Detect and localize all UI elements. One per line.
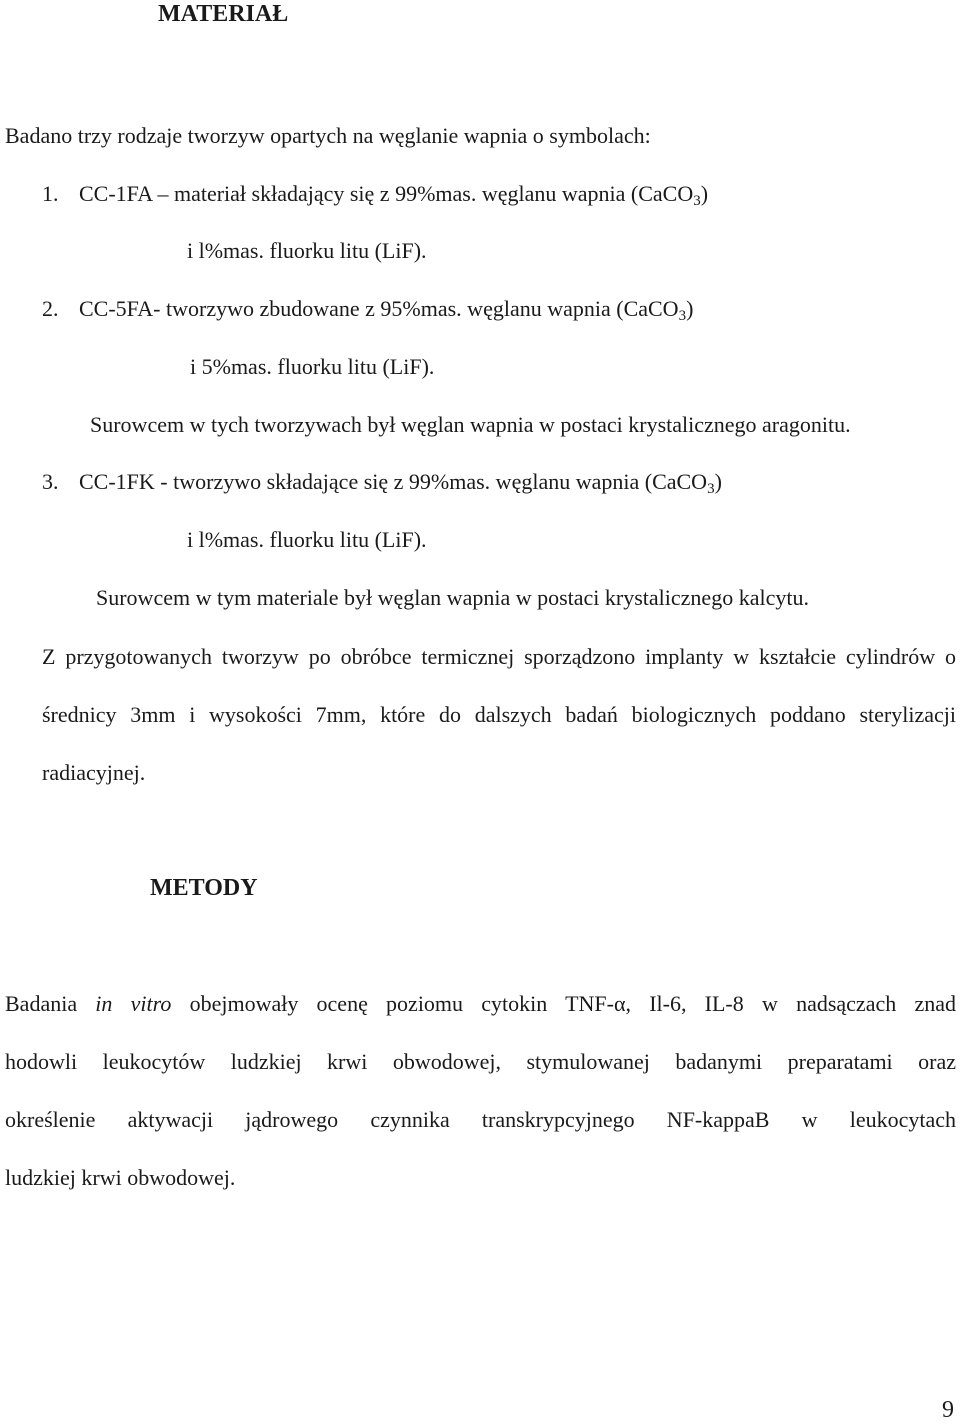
implants-paragraph-line-3: radiacyjnej. bbox=[42, 760, 146, 785]
list-item-number: 1. bbox=[42, 181, 59, 206]
implants-paragraph-line-1: Z przygotowanych tworzyw po obróbce termicznej sporządzono implanty w kształcie cylindrów o bbox=[42, 644, 956, 669]
list-item-text: CC-1FA – materiał składający się z 99%mas. węglanu wapnia (CaCO bbox=[79, 181, 694, 206]
list-item-3-continuation: i l%mas. fluorku litu (LiF). bbox=[187, 527, 427, 552]
list-item-number: 3. bbox=[42, 469, 59, 494]
note-calcite: Surowcem w tym materiale był węglan wapnia w postaci krystalicznego kalcytu. bbox=[96, 585, 809, 610]
methods-text: Badania bbox=[5, 991, 96, 1016]
section-heading-material: MATERIAŁ bbox=[158, 1, 289, 27]
implants-paragraph-line-2: średnicy 3mm i wysokości 7mm, które do dalszych badań biologicznych poddano sterylizacji bbox=[42, 702, 956, 727]
list-item-2-continuation: i 5%mas. fluorku litu (LiF). bbox=[190, 354, 435, 379]
methods-italic-text: in vitro bbox=[95, 991, 172, 1016]
list-item-text: CC-1FK - tworzywo składające się z 99%mas. węglanu wapnia (CaCO bbox=[79, 469, 708, 494]
page-number: 9 bbox=[942, 1397, 954, 1423]
subscript: 3 bbox=[707, 481, 715, 497]
list-item-3 bbox=[42, 468, 722, 499]
list-item-text-end: ) bbox=[714, 469, 722, 494]
section-heading-methods: METODY bbox=[150, 875, 258, 901]
list-item-1-continuation: i l%mas. fluorku litu (LiF). bbox=[187, 238, 427, 263]
methods-paragraph-line-2: hodowli leukocytów ludzkiej krwi obwodowej, stymulowanej badanymi preparatami oraz bbox=[5, 1049, 956, 1074]
subscript: 3 bbox=[678, 308, 687, 324]
list-item-text-end: ) bbox=[686, 296, 694, 321]
list-item-text: CC-5FA- tworzywo zbudowane z 95%mas. węglanu wapnia (CaCO bbox=[79, 296, 679, 321]
subscript: 3 bbox=[693, 193, 701, 209]
list-item-number: 2. bbox=[42, 296, 59, 321]
methods-paragraph-line-3: określenie aktywacji jądrowego czynnika transkrypcyjnego NF-kappaB w leukocytach bbox=[5, 1107, 956, 1132]
list-item-2 bbox=[42, 295, 693, 326]
list-item-1 bbox=[42, 180, 708, 211]
material-intro: Badano trzy rodzaje tworzyw opartych na węglanie wapnia o symbolach: bbox=[5, 123, 651, 148]
methods-text: obejmowały ocenę poziomu cytokin TNF-α, Il-6, IL-8 w nadsączach znad bbox=[171, 991, 956, 1016]
methods-paragraph-line-4: ludzkiej krwi obwodowej. bbox=[5, 1165, 236, 1190]
note-aragonite: Surowcem w tych tworzywach był węglan wapnia w postaci krystalicznego aragonitu. bbox=[90, 412, 851, 437]
methods-paragraph-line-1 bbox=[5, 990, 956, 1018]
list-item-text-end: ) bbox=[700, 181, 709, 206]
